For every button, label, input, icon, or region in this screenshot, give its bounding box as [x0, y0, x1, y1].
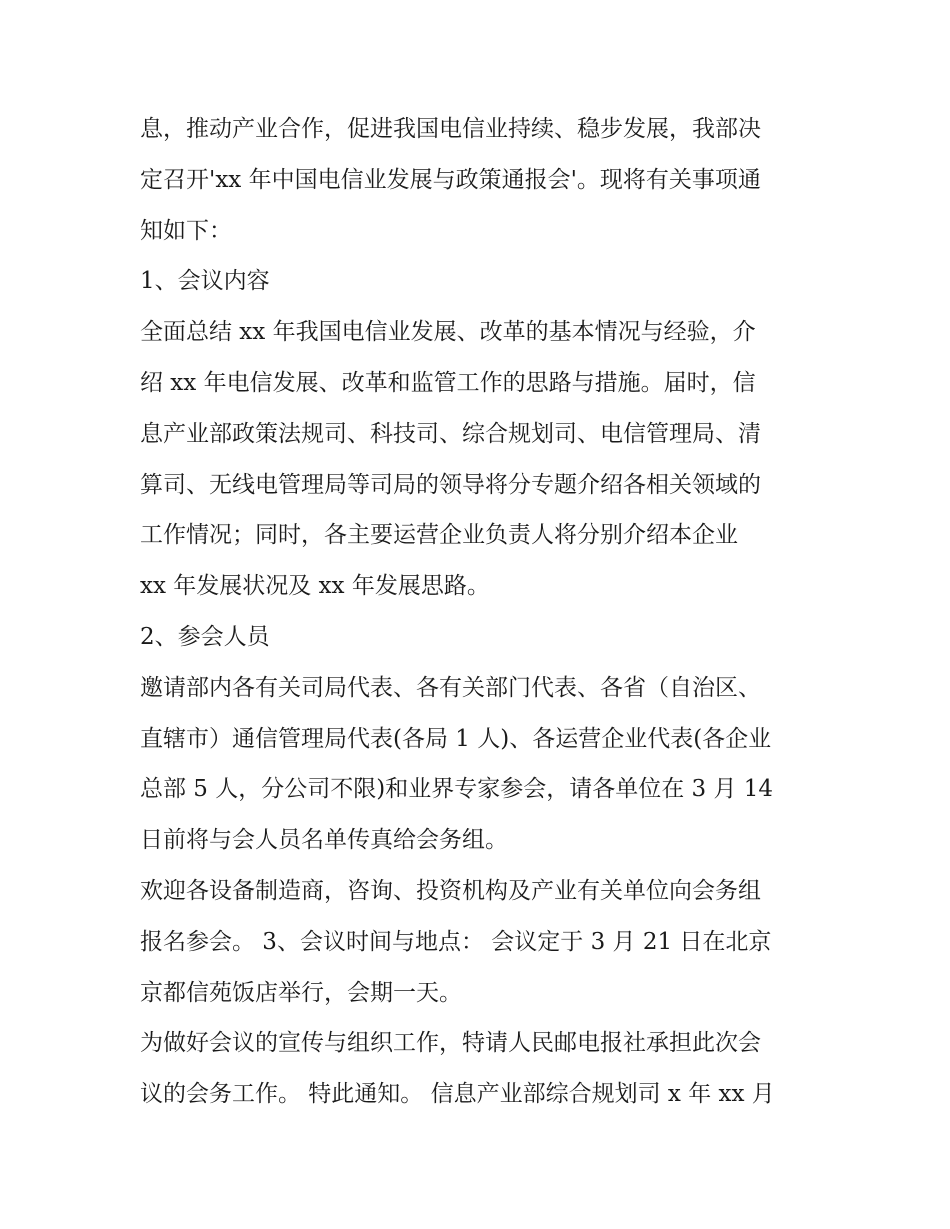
text-line: 为做好会议的宣传与组织工作，特请人民邮电报社承担此次会 — [140, 1030, 761, 1057]
text-line: 息，推动产业合作，促进我国电信业持续、稳步发展，我部决 — [140, 116, 761, 142]
heading-line: 1、会议内容 — [140, 268, 270, 295]
text-line: xx 年发展状况及 xx 年发展思路。 — [140, 573, 490, 600]
text-line: 知如下： — [140, 217, 232, 244]
text-line: 议的会务工作。 特此通知。 信息产业部综合规划司 x 年 xx 月 — [140, 1081, 775, 1108]
text-line: 定召开'xx 年中国电信业发展与政策通报会'。现将有关事项通 — [140, 166, 761, 193]
text-line: 总部 5 人，分公司不限)和业界专家参会，请各单位在 3 月 14 — [140, 776, 774, 803]
text-line: 全面总结 xx 年我国电信业发展、改革的基本情况与经验，介 — [140, 319, 756, 346]
paragraph-intro — [140, 104, 815, 256]
text-line: 算司、无线电管理局等司局的领导将分专题介绍各相关领域的 — [140, 471, 761, 498]
document-page — [140, 104, 815, 1120]
section-heading-meeting-content — [140, 256, 815, 307]
heading-line: 2、参会人员 — [140, 623, 270, 650]
text-line: 绍 xx 年电信发展、改革和监管工作的思路与措施。届时，信 — [140, 369, 756, 396]
text-line: 邀请部内各有关司局代表、各有关部门代表、各省（自治区、 — [140, 674, 761, 701]
paragraph-closing — [140, 1018, 815, 1120]
paragraph-attendees — [140, 663, 815, 866]
text-line: 欢迎各设备制造商，咨询、投资机构及产业有关单位向会务组 — [140, 877, 761, 904]
paragraph-registration-time-place — [140, 866, 815, 1018]
text-line: 息产业部政策法规司、科技司、综合规划司、电信管理局、清 — [140, 420, 761, 447]
text-line: 工作情况；同时，各主要运营企业负责人将分别介绍本企业 — [140, 522, 738, 549]
text-line: 日前将与会人员名单传真给会务组。 — [140, 827, 508, 854]
section-heading-attendees — [140, 612, 815, 663]
text-line: 京都信苑饭店举行，会期一天。 — [140, 979, 462, 1006]
text-line: 报名参会。 3、会议时间与地点： 会议定于 3 月 21 日在北京 — [140, 928, 772, 955]
text-line: 直辖市）通信管理局代表(各局 1 人)、各运营企业代表(各企业 — [140, 725, 772, 752]
paragraph-meeting-content — [140, 307, 815, 612]
